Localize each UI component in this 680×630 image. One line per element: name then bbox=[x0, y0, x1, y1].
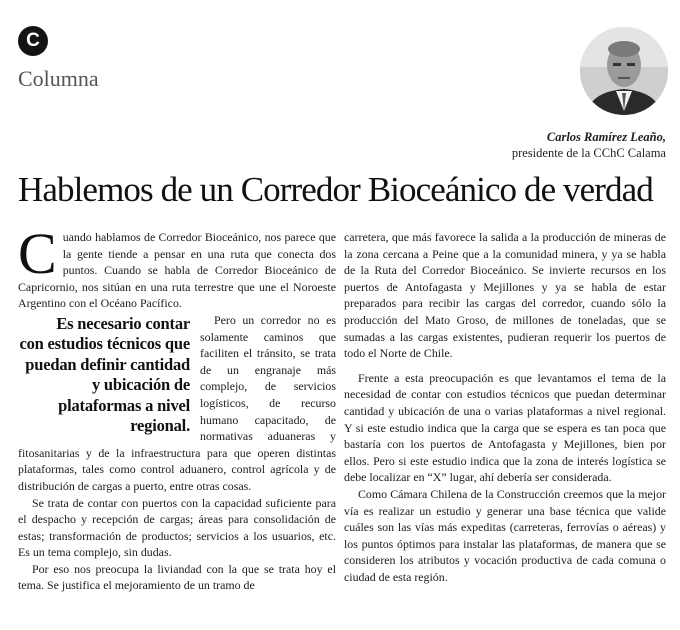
author-photo bbox=[580, 27, 668, 115]
author-name: Carlos Ramírez Leaño, bbox=[546, 130, 666, 144]
author-title: presidente de la CChC Calama bbox=[511, 146, 666, 160]
headline: Hablemos de un Corredor Bioceánico de verdad bbox=[18, 170, 653, 209]
author-portrait-image bbox=[580, 27, 668, 115]
section-badge: C bbox=[18, 26, 48, 56]
paragraph-2-text: Pero un corredor no es solamente caminos que faciliten el tránsito, se trata de un engranaje más complejo, de servicios logísticos, de recurso humano capacitado, de normativas aduaneras y fitosanitarias y de la infraestructura para que operen distintas plataformas, tales como control aduanero, control agrícola y de distribución de cargas a puerto, entre otras cosas. bbox=[18, 312, 336, 493]
paragraph-7: Como Cámara Chilena de la Construcción creemos que la mejor vía es realizar un estudio y generar una base técnica que valide cuáles son las vías más expeditas (carreteras, ferrovías o aéreas) y los puntos óptimos para instalar las plataformas, de manera que se consideren los atributos y vocación productiva de cada comuna o ciudad de esta región. bbox=[344, 486, 666, 584]
byline bbox=[512, 129, 666, 161]
paragraph-1-text: uando hablamos de Corredor Bioceánico, nos parece que la gente tiende a pensar en una ruta que conecta dos puntos. Cuando se habla de Corredor Bioceánico de Capricornio, nos sitúan en una ruta terrestre que une el Noroeste Argentino con el Océano Pacífico. bbox=[18, 230, 336, 311]
dropcap: C bbox=[18, 221, 57, 286]
paragraph-2 bbox=[18, 312, 336, 495]
article-column-left bbox=[18, 221, 336, 594]
paragraph-5: carretera, que más favorece la salida a la producción de mineras de la zona cercana a Peine que a la comunidad minera, y ya se habla de la Ruta del Corredor Bioceánico. Se invierte recursos en los puertos de Antofagasta y Mejillones y ya se habla de estar preparados para recibir las cargas del corredor, cuando sólo la producción del Mato Groso, de millones de toneladas, que se sumadas a las cargas existentes, pudieran requerir los puertos de todo el Norte de Chile. bbox=[344, 230, 666, 361]
paragraph-6: Frente a esta preocupación es que levantamos el tema de la necesidad de contar con estudios técnicos que puedan determinar cantidad y ubicación de una o varias plataformas a nivel regional. Y si este estudio indica que la carga que se espera es tan poca que bastaría con los puertos de Antofagasta y Mejillones, bien por ellos. Pero si este estudio indica que la zona de interés logística se debe localizar en “X” lugar, ahí debería ser considerada. bbox=[344, 370, 666, 485]
article-column-right bbox=[344, 229, 666, 585]
paragraph-1 bbox=[18, 221, 336, 312]
paragraph-4: Por eso nos preocupa la liviandad con la que se trata hoy el tema. Se justifica el mejoramiento de un tramo de bbox=[18, 561, 336, 593]
section-label: Columna bbox=[18, 66, 99, 91]
pull-quote: Es necesario contar con estudios técnicos que puedan definir cantidad y ubicación de plataformas a nivel regional. bbox=[19, 313, 190, 436]
paragraph-3: Se trata de contar con puertos con la capacidad suficiente para el despacho y recepción de cargas; áreas para consolidación de estas; transformación de productos; servicios a los usuarios, etc. Es un tema complejo, sin dudas. bbox=[18, 495, 336, 560]
